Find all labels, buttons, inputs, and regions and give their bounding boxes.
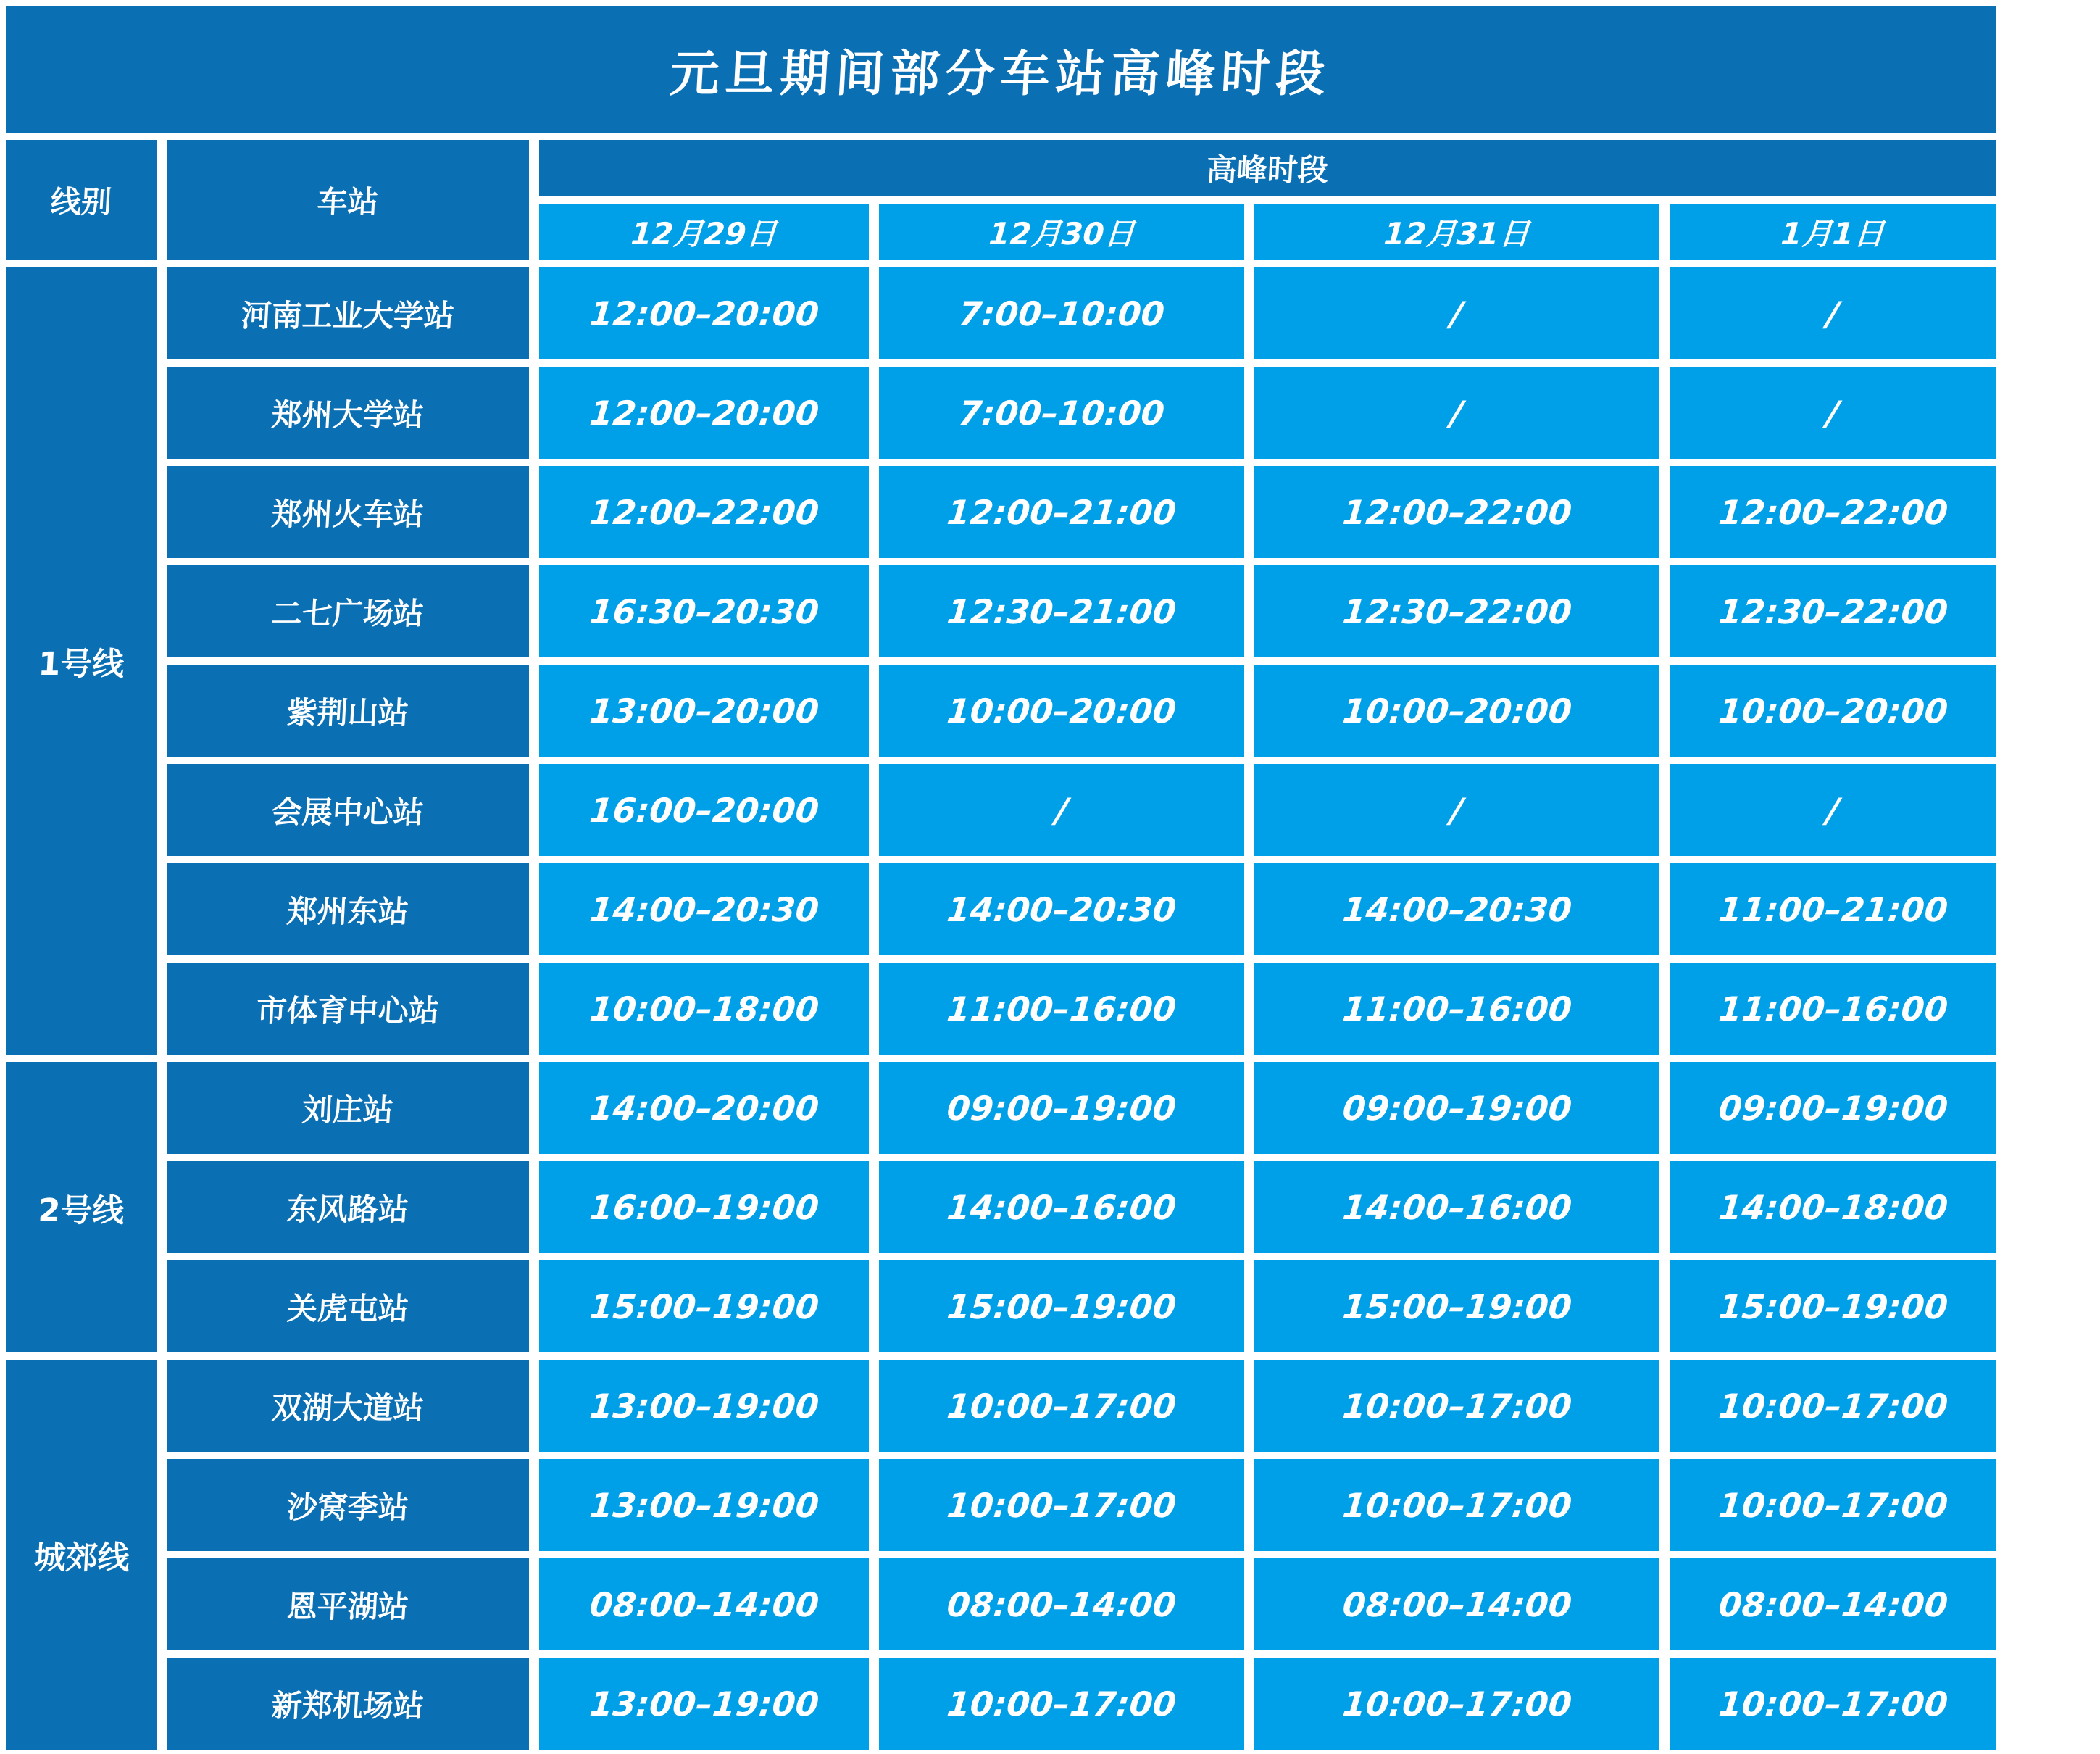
time-cell-label: /: [1825, 393, 1841, 433]
time-cell-label: 10:00–20:00: [1717, 691, 1949, 731]
time-cell: [539, 466, 869, 558]
time-cell: [879, 1161, 1244, 1253]
time-cell: [879, 565, 1244, 657]
time-cell-label: 15:00–19:00: [1341, 1287, 1573, 1326]
date-header-cell: [1670, 204, 1996, 260]
time-cell: [539, 1161, 869, 1253]
time-cell: [1254, 1260, 1659, 1352]
time-cell: [1670, 466, 1996, 558]
time-cell-label: 10:00–20:00: [1341, 691, 1573, 731]
time-cell-label: 14:00–16:00: [1341, 1187, 1573, 1227]
time-cell-label: 12:00–21:00: [945, 492, 1178, 532]
title-bar: [6, 6, 1996, 133]
station-name-cell: [167, 1658, 529, 1750]
time-cell: [1254, 1459, 1659, 1551]
time-cell: [1254, 466, 1659, 558]
time-cell: [1254, 665, 1659, 757]
col-header-station-label: 车站: [317, 184, 380, 220]
time-cell-label: 12:00–20:00: [588, 294, 820, 333]
line-group-cell: [6, 267, 157, 1055]
line-group-cell: [6, 1062, 157, 1352]
time-cell-label: 14:00–20:00: [588, 1088, 820, 1128]
time-cell-label: 13:00–19:00: [588, 1386, 820, 1426]
time-cell-label: 08:00–14:00: [1717, 1584, 1949, 1624]
time-cell: [1254, 565, 1659, 657]
date-header-cell-label: 12月29日: [630, 216, 778, 252]
date-header-cell-label: 12月30日: [987, 216, 1136, 252]
time-cell: [1670, 963, 1996, 1055]
time-cell: [1670, 1062, 1996, 1154]
station-name-cell-label: 刘庄站: [301, 1092, 395, 1128]
date-header-cell: [539, 204, 869, 260]
station-name-cell-label: 沙窝李站: [286, 1489, 410, 1525]
time-cell: [1254, 1360, 1659, 1452]
time-cell: [879, 1360, 1244, 1452]
time-cell: [1670, 565, 1996, 657]
time-cell-label: 10:00–17:00: [1341, 1684, 1573, 1724]
time-cell: [879, 963, 1244, 1055]
station-name-cell-label: 双湖大道站: [271, 1389, 425, 1426]
time-cell: [879, 1558, 1244, 1650]
time-cell-label: 16:30–20:30: [588, 591, 820, 631]
time-cell-label: 13:00–20:00: [588, 691, 820, 731]
station-name-cell: [167, 565, 529, 657]
time-cell: [1254, 367, 1659, 459]
time-cell-label: 14:00–20:30: [1341, 889, 1573, 929]
time-cell: [1670, 367, 1996, 459]
time-cell-label: 11:00–16:00: [1717, 989, 1949, 1028]
station-name-cell-label: 紫荆山站: [286, 694, 410, 731]
time-cell-label: 11:00–16:00: [1341, 989, 1573, 1028]
line-group-cell-label: 城郊线: [32, 1539, 130, 1576]
time-cell-label: /: [1449, 393, 1465, 433]
time-cell-label: 09:00–19:00: [1717, 1088, 1949, 1128]
time-cell: [1670, 665, 1996, 757]
time-cell: [879, 267, 1244, 359]
time-cell: [879, 1459, 1244, 1551]
station-name-cell-label: 新郑机场站: [271, 1687, 425, 1724]
station-name-cell-label: 关虎屯站: [286, 1290, 410, 1326]
time-cell-label: 10:00–17:00: [1717, 1485, 1949, 1525]
time-cell-label: 12:30–22:00: [1341, 591, 1573, 631]
time-cell: [1670, 1360, 1996, 1452]
time-cell-label: 11:00–21:00: [1717, 889, 1949, 929]
station-name-cell: [167, 665, 529, 757]
time-cell-label: 14:00–16:00: [945, 1187, 1178, 1227]
time-cell: [879, 1062, 1244, 1154]
station-name-cell: [167, 1161, 529, 1253]
station-name-cell: [167, 1260, 529, 1352]
time-cell: [1670, 863, 1996, 955]
time-cell-label: 15:00–19:00: [1717, 1287, 1949, 1326]
line-group-cell: [6, 1360, 157, 1750]
time-cell-label: 09:00–19:00: [945, 1088, 1178, 1128]
date-header-cell-label: 12月31日: [1383, 216, 1531, 252]
col-header-line: [6, 140, 157, 260]
station-name-cell: [167, 267, 529, 359]
col-header-peak-hours-label: 高峰时段: [1206, 152, 1330, 188]
time-cell: [539, 565, 869, 657]
time-cell-label: 10:00–17:00: [1717, 1684, 1949, 1724]
time-cell: [539, 267, 869, 359]
time-cell-label: 12:00–20:00: [588, 393, 820, 433]
time-cell-label: 09:00–19:00: [1341, 1088, 1573, 1128]
time-cell-label: 10:00–20:00: [945, 691, 1178, 731]
time-cell: [1670, 764, 1996, 856]
time-cell-label: 12:00–22:00: [1341, 492, 1573, 532]
time-cell-label: /: [1054, 790, 1070, 830]
time-cell-label: 08:00–14:00: [588, 1584, 820, 1624]
station-name-cell-label: 二七广场站: [271, 595, 425, 631]
time-cell-label: 10:00–17:00: [1341, 1485, 1573, 1525]
time-cell: [1670, 1658, 1996, 1750]
station-name-cell: [167, 1062, 529, 1154]
time-cell: [539, 863, 869, 955]
time-cell: [1254, 1558, 1659, 1650]
station-name-cell: [167, 367, 529, 459]
time-cell-label: 15:00–19:00: [945, 1287, 1178, 1326]
station-name-cell: [167, 1459, 529, 1551]
station-name-cell-label: 市体育中心站: [256, 992, 441, 1028]
time-cell-label: 10:00–17:00: [945, 1485, 1178, 1525]
time-cell-label: 16:00–20:00: [588, 790, 820, 830]
time-cell-label: 12:30–21:00: [945, 591, 1178, 631]
time-cell: [1670, 267, 1996, 359]
time-cell-label: 12:00–22:00: [588, 492, 820, 532]
time-cell: [879, 665, 1244, 757]
date-header-cell: [1254, 204, 1659, 260]
station-name-cell-label: 郑州大学站: [271, 396, 425, 433]
peak-hours-table: [6, 140, 1996, 1750]
station-name-cell-label: 恩平湖站: [286, 1588, 410, 1624]
time-cell: [1670, 1558, 1996, 1650]
time-cell: [539, 1360, 869, 1452]
time-cell-label: 13:00–19:00: [588, 1485, 820, 1525]
time-cell-label: /: [1825, 790, 1841, 830]
station-name-cell: [167, 863, 529, 955]
time-cell: [879, 1260, 1244, 1352]
time-cell-label: 7:00–10:00: [957, 294, 1167, 333]
time-cell-label: 16:00–19:00: [588, 1187, 820, 1227]
time-cell: [1254, 963, 1659, 1055]
line-group-cell-label: 2号线: [37, 1192, 125, 1229]
time-cell: [539, 367, 869, 459]
station-name-cell: [167, 1360, 529, 1452]
time-cell-label: 11:00–16:00: [945, 989, 1178, 1028]
time-cell: [539, 1558, 869, 1650]
time-cell: [1670, 1459, 1996, 1551]
time-cell: [539, 764, 869, 856]
time-cell: [1254, 1062, 1659, 1154]
time-cell: [1254, 1161, 1659, 1253]
time-cell-label: 10:00–18:00: [588, 989, 820, 1028]
station-name-cell: [167, 1558, 529, 1650]
time-cell: [1254, 1658, 1659, 1750]
time-cell-label: /: [1449, 790, 1465, 830]
time-cell: [879, 764, 1244, 856]
station-name-cell: [167, 466, 529, 558]
station-name-cell-label: 会展中心站: [271, 794, 425, 830]
time-cell: [1670, 1161, 1996, 1253]
col-header-station: [167, 140, 529, 260]
station-name-cell-label: 河南工业大学站: [241, 297, 456, 333]
time-cell: [539, 1459, 869, 1551]
time-cell: [539, 1658, 869, 1750]
time-cell: [879, 863, 1244, 955]
station-name-cell-label: 东风路站: [286, 1191, 410, 1227]
time-cell-label: 10:00–17:00: [1717, 1386, 1949, 1426]
time-cell-label: 13:00–19:00: [588, 1684, 820, 1724]
station-name-cell: [167, 963, 529, 1055]
time-cell-label: 12:00–22:00: [1717, 492, 1949, 532]
time-cell: [879, 367, 1244, 459]
time-cell-label: 08:00–14:00: [945, 1584, 1178, 1624]
station-name-cell-label: 郑州火车站: [271, 496, 425, 532]
time-cell: [1254, 863, 1659, 955]
page-title: 元旦期间部分车站高峰时段: [669, 45, 1333, 103]
time-cell-label: /: [1825, 294, 1841, 333]
time-cell: [1254, 764, 1659, 856]
time-cell-label: 10:00–17:00: [1341, 1386, 1573, 1426]
station-name-cell: [167, 764, 529, 856]
time-cell-label: 10:00–17:00: [945, 1684, 1178, 1724]
col-header-peak-hours: [539, 140, 1996, 196]
time-cell: [879, 1658, 1244, 1750]
time-cell: [1254, 267, 1659, 359]
time-cell-label: 10:00–17:00: [945, 1386, 1178, 1426]
time-cell: [539, 1062, 869, 1154]
time-cell-label: 12:30–22:00: [1717, 591, 1949, 631]
col-header-line-label: 线别: [50, 184, 113, 220]
time-cell-label: 14:00–20:30: [945, 889, 1178, 929]
time-cell-label: /: [1449, 294, 1465, 333]
time-cell: [539, 665, 869, 757]
time-cell-label: 14:00–18:00: [1717, 1187, 1949, 1227]
date-header-cell: [879, 204, 1244, 260]
time-cell-label: 08:00–14:00: [1341, 1584, 1573, 1624]
date-header-cell-label: 1月1日: [1780, 216, 1886, 252]
time-cell: [1670, 1260, 1996, 1352]
time-cell: [879, 466, 1244, 558]
time-cell-label: 15:00–19:00: [588, 1287, 820, 1326]
station-name-cell-label: 郑州东站: [286, 893, 410, 929]
time-cell-label: 14:00–20:30: [588, 889, 820, 929]
time-cell: [539, 1260, 869, 1352]
line-group-cell-label: 1号线: [37, 646, 125, 683]
time-cell: [539, 963, 869, 1055]
time-cell-label: 7:00–10:00: [957, 393, 1167, 433]
